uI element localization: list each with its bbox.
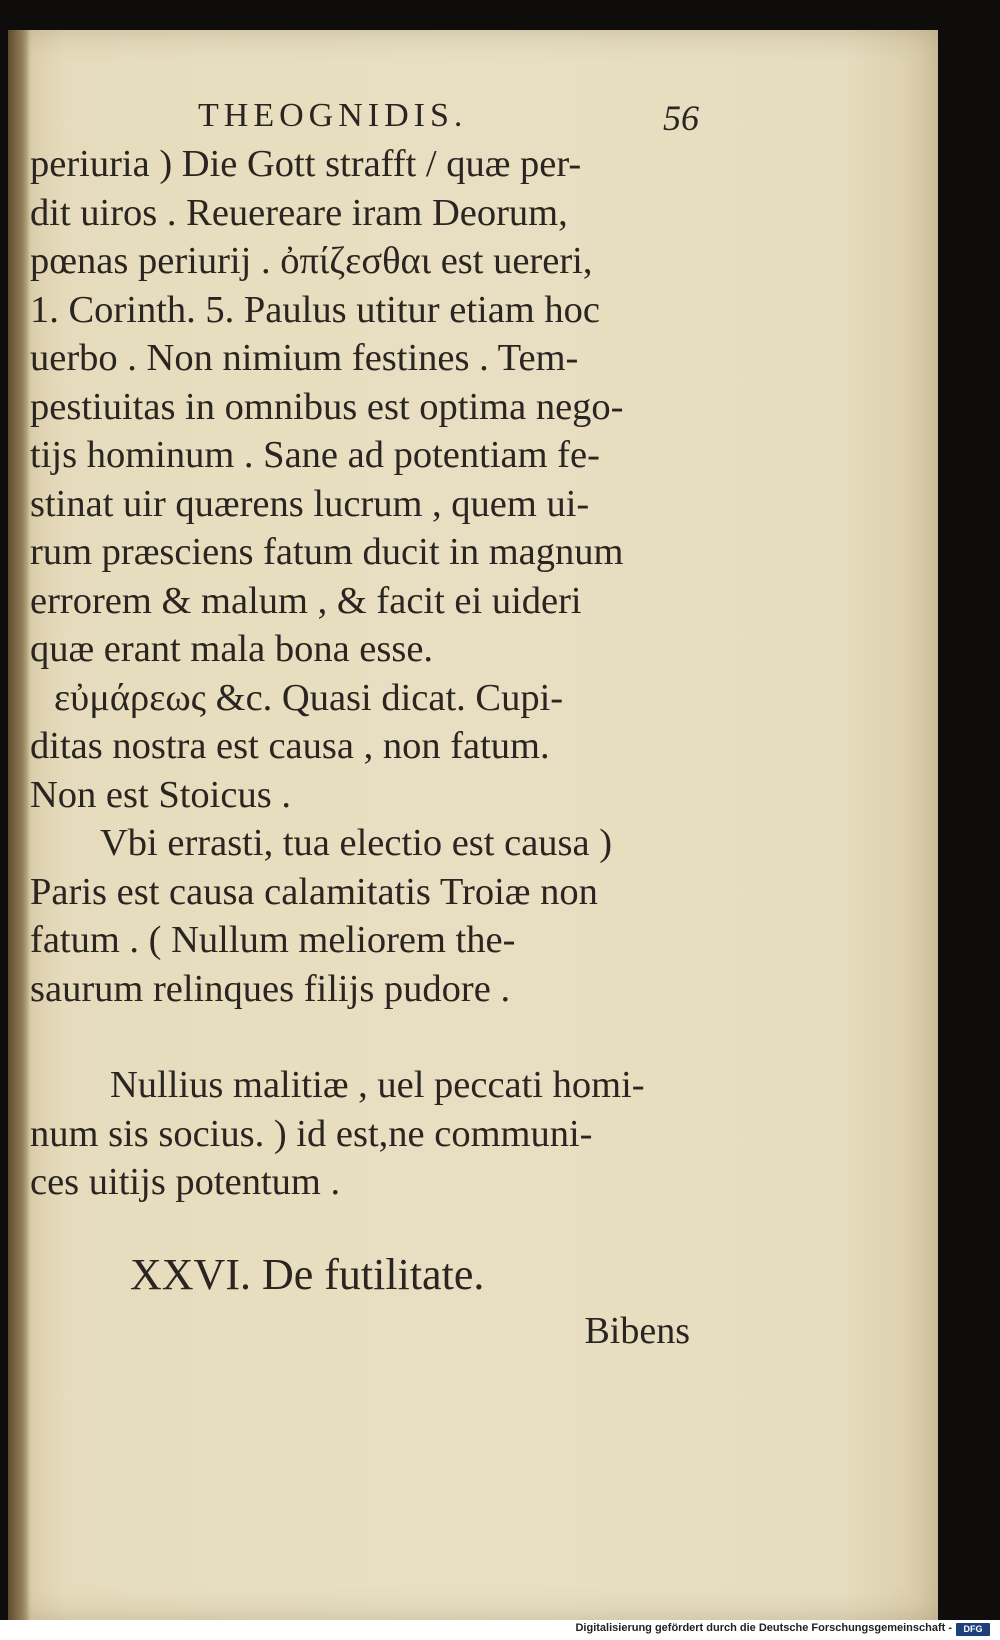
text-line: rum præsciens fatum ducit in magnum	[30, 531, 624, 573]
text-block	[30, 140, 710, 1357]
page-gutter-shadow	[8, 30, 30, 1620]
text-line: ditas nostra est causa , non fatum.	[30, 725, 550, 767]
text-line: εὐμάρεως &c. Quasi dicat. Cupi-	[54, 676, 564, 719]
text-line: periuria ) Die Gott strafft / quæ per-	[30, 143, 582, 185]
funding-credit: Digitalisierung gefördert durch die Deutsche Forschungsgemeinschaft -	[575, 1622, 952, 1634]
running-head: THEOGNIDIS.	[198, 97, 468, 134]
book-page	[8, 30, 938, 1620]
digitization-footer	[0, 1620, 1000, 1640]
section-heading: XXVI. De futilitate.	[130, 1249, 485, 1299]
text-line: stinat uir quærens lucrum , quem ui-	[30, 482, 590, 525]
text-line: Non est Stoicus .	[30, 773, 291, 816]
text-line: uerbo . Non nimium festines . Tem-	[30, 337, 579, 379]
text-line: 1. Corinth. 5. Paulus utitur etiam hoc	[30, 288, 600, 331]
text-line: saurum relinques filijs pudore .	[30, 967, 511, 1010]
text-line: Paris est causa calamitatis Troiæ non	[30, 870, 598, 913]
text-line: pœnas periurij . ὀπίζεσθαι est uereri,	[30, 240, 593, 282]
dfg-logo-icon: DFG	[956, 1623, 990, 1636]
text-line: pestiuitas in omnibus est optima nego-	[30, 385, 624, 428]
text-line: errorem & malum , & facit ei uideri	[30, 579, 582, 622]
catchword: Bibens	[584, 1309, 690, 1352]
text-line: Nullius malitiæ , uel peccati homi-	[110, 1064, 645, 1106]
text-line: tijs hominum . Sane ad potentiam fe-	[30, 434, 600, 476]
text-line: quæ erant mala bona esse.	[30, 628, 434, 670]
page-header	[8, 85, 938, 145]
text-line: Vbi errasti, tua electio est causa )	[100, 822, 613, 864]
page-number: 56	[663, 98, 699, 138]
text-line: num sis socius. ) id est,ne communi-	[30, 1112, 593, 1155]
text-line: dit uiros . Reuereare iram Deorum,	[30, 191, 568, 234]
text-line: fatum . ( Nullum meliorem the-	[30, 919, 516, 961]
text-line: ces uitijs potentum .	[30, 1161, 341, 1203]
paragraph-gap	[30, 1013, 710, 1061]
